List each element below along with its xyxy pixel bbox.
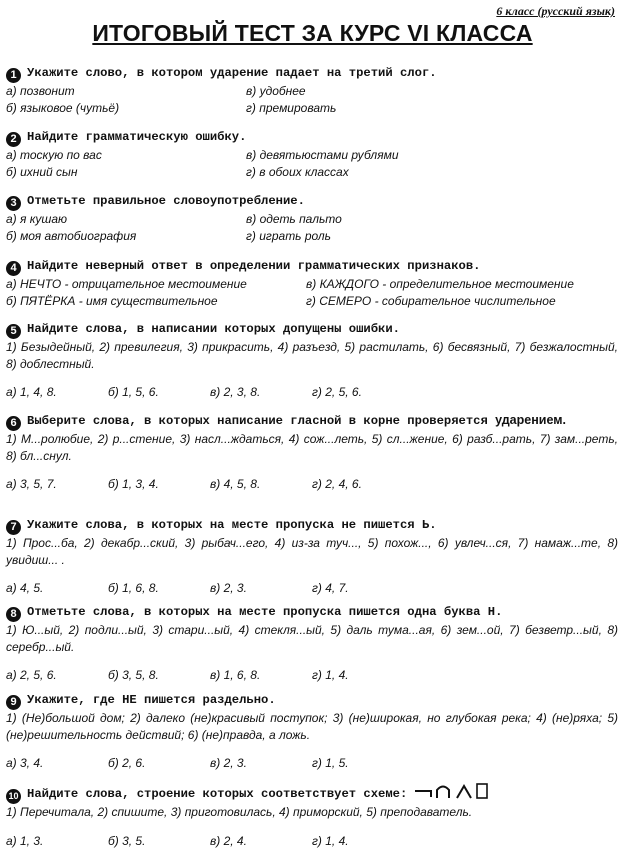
option: а) тоскую по вас (6, 148, 102, 162)
question-4-options (6, 276, 618, 309)
question-1 (6, 64, 618, 116)
question-8-words: 1) Ю...ый, 2) подли...ый, 3) стари...ый, 4) стекля...ый, 5) даль тума...ая, 6) зем...ой, 7) безветр...ый, 8) серебр...ый. (6, 623, 618, 654)
question-9-text: 9 Укажите, где НЕ пишется раздельно. (6, 691, 618, 710)
question-7-text: 7 Укажите слова, в которых на месте пропуска не пишется Ь. (6, 516, 618, 535)
option: г) играть роль (246, 228, 331, 243)
answer-option: а) 1, 3. (6, 833, 44, 848)
number-1-icon: 1 (6, 68, 21, 83)
question-5-words: 1) Безыдейный, 2) превилегия, 3) прикрасить, 4) разъезд, 5) растилать, 6) бесвязный, 7) безжалостный, 8) доблестный. (6, 340, 618, 371)
question-8 (6, 603, 618, 683)
answer-option: г) 4, 7. (312, 581, 349, 595)
question-6-answers (6, 476, 618, 492)
answer-option: б) 1, 3, 4. (108, 477, 159, 491)
answer-option: б) 1, 6, 8. (108, 581, 159, 595)
option: в) одеть пальто (246, 212, 342, 226)
question-1-options (6, 83, 618, 116)
answer-option: а) 3, 5, 7. (6, 477, 57, 491)
word-structure-scheme-icon (411, 782, 493, 800)
answer-option: а) 4, 5. (6, 581, 44, 595)
question-8-text: 8 Отметьте слова, в которых на месте пропуска пишется одна буква Н. (6, 603, 618, 622)
option: г) премировать (246, 100, 337, 115)
option: г) в обоих классах (246, 164, 349, 179)
question-5-text: 5 Найдите слова, в написании которых допущены ошибки. (6, 320, 618, 339)
option: в) девятьюстами рублями (246, 148, 399, 162)
answer-option: г) 2, 5, 6. (312, 385, 362, 399)
option: б) моя автобиография (6, 228, 137, 243)
question-7 (6, 516, 618, 596)
question-10-words: 1) Перечитала, 2) спишите, 3) приготовилась, 4) приморский, 5) преподаватель. (6, 805, 473, 819)
question-10-answers (6, 833, 618, 849)
question-2-text: 2 Найдите грамматическую ошибку. (6, 128, 618, 147)
question-4-text: 4 Найдите неверный ответ в определении грамматических признаков. (6, 257, 618, 276)
option: а) НЕЧТО - отрицательное местоимение (6, 277, 247, 291)
answer-option: в) 2, 3, 8. (210, 385, 261, 399)
answer-option: а) 3, 4. (6, 756, 44, 770)
answer-option: в) 2, 3. (210, 756, 247, 770)
number-9-icon: 9 (6, 695, 21, 710)
question-7-words: 1) Прос...ба, 2) декабр...ский, 3) рыбач...его, 4) из-за туч..., 5) похож..., 6) увлеч...ся, 7) намаж...те, 8) увидиш... . (6, 536, 618, 567)
option: г) СЕМЕРО - собирательное числительное (306, 293, 556, 308)
option: б) ихний сын (6, 164, 78, 179)
answer-option: а) 1, 4, 8. (6, 385, 57, 399)
question-10-text: 10 Найдите слова, строение которых соответствует схеме: (6, 782, 618, 804)
grade-label: 6 класс (русский язык) (496, 4, 615, 18)
number-8-icon: 8 (6, 607, 21, 622)
answer-option: б) 1, 5, 6. (108, 385, 159, 399)
answer-option: г) 1, 4. (312, 833, 349, 848)
answer-option: г) 2, 4, 6. (312, 477, 362, 491)
number-3-icon: 3 (6, 196, 21, 211)
question-2 (6, 128, 618, 180)
question-3 (6, 192, 618, 244)
question-6-words: 1) М...ролюбие, 2) р...стение, 3) насл...ждаться, 4) сож...леть, 5) сл...жение, 6) разб...рать, 7) зам...реть, 8) бл...снул. (6, 432, 618, 463)
answer-option: б) 3, 5. (108, 833, 146, 848)
number-6-icon: 6 (6, 416, 21, 431)
answer-option: а) 2, 5, 6. (6, 668, 57, 682)
page-title: ИТОГОВЫЙ ТЕСТ ЗА КУРС VI КЛАССА (92, 20, 533, 46)
question-5 (6, 320, 618, 400)
answer-option: г) 1, 5. (312, 756, 349, 770)
answer-option: в) 2, 3. (210, 581, 247, 595)
answer-option: б) 3, 5, 8. (108, 668, 159, 682)
number-5-icon: 5 (6, 324, 21, 339)
question-10 (6, 782, 618, 849)
option: б) языковое (чутьё) (6, 100, 120, 115)
question-3-text: 3 Отметьте правильное словоупотребление. (6, 192, 618, 211)
question-7-answers (6, 580, 618, 596)
option: б) ПЯТЁРКА - имя существительное (6, 293, 218, 308)
number-7-icon: 7 (6, 520, 21, 535)
option: а) позвонит (6, 84, 75, 98)
answer-option: в) 1, 6, 8. (210, 668, 261, 682)
question-3-options (6, 211, 618, 244)
question-4 (6, 257, 618, 309)
answer-option: б) 2, 6. (108, 756, 146, 770)
question-9-answers (6, 755, 618, 771)
option: в) удобнее (246, 84, 306, 98)
question-6-text: 6 Выберите слова, в которых написание гласной в корне проверяется ударением. (6, 411, 618, 431)
answer-option: в) 4, 5, 8. (210, 477, 261, 491)
option: в) КАЖДОГО - определительное местоимение (306, 277, 574, 291)
number-2-icon: 2 (6, 132, 21, 147)
question-9 (6, 691, 618, 771)
answer-option: г) 1, 4. (312, 668, 349, 682)
question-6 (6, 411, 618, 492)
number-4-icon: 4 (6, 261, 21, 276)
question-9-words: 1) (Не)большой дом; 2) далеко (не)красивый поступок; 3) (не)широкая, но глубокая река; 4) (не)ряха; 5) (не)решительность действий; 6) (не)правда, а ложь. (6, 711, 618, 742)
number-10-icon: 10 (6, 789, 21, 804)
question-2-options (6, 147, 618, 180)
option: а) я кушаю (6, 212, 68, 226)
question-5-answers (6, 384, 618, 400)
answer-option: в) 2, 4. (210, 833, 247, 848)
question-1-text: 1 Укажите слово, в котором ударение падает на третий слог. (6, 64, 618, 83)
question-8-answers (6, 667, 618, 683)
